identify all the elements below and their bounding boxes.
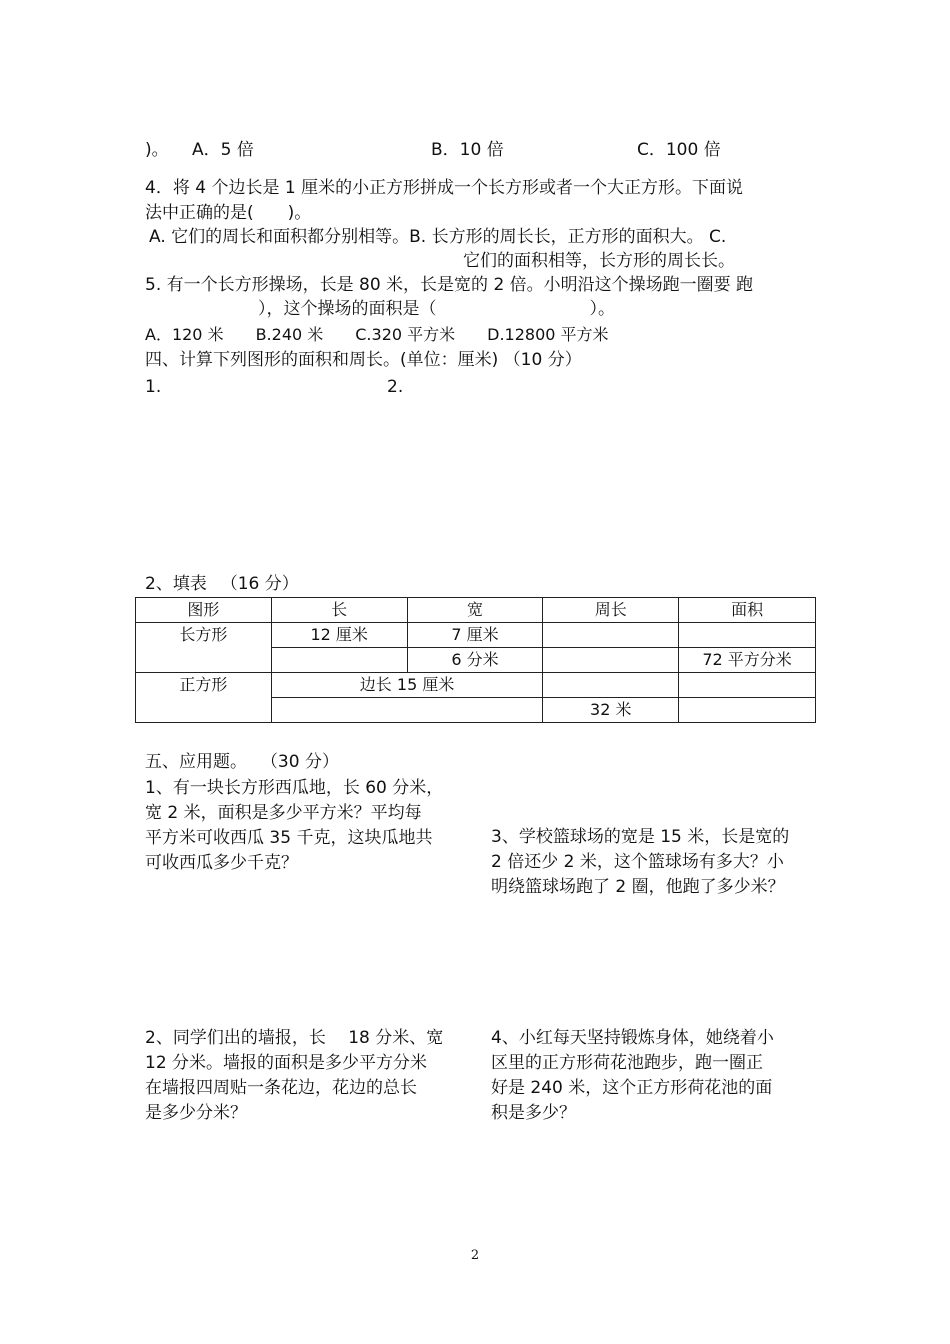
q4-options-ab: A. 它们的周长和面积都分别相等。B. 长方形的周长长，正方形的面积大。 C.: [149, 227, 727, 247]
q4-line1: 4．将 4 个边长是 1 厘米的小正方形拼成一个长方形或者一个大正方形。下面说: [145, 178, 744, 198]
table-cell: 边长 15 厘米: [271, 673, 543, 698]
table-cell: [679, 623, 816, 648]
table-header-row: [136, 598, 816, 623]
table-cell: 6 分米: [407, 648, 543, 673]
problem1-line: 可收西瓜多少千克？: [145, 853, 298, 873]
q5-overlap-char: 跑: [736, 275, 753, 295]
section4-item1: 1.: [145, 377, 162, 397]
table-cell: [271, 698, 543, 723]
q4-line2: 法中正确的是( )。: [145, 203, 312, 223]
page-number: 2: [470, 1248, 480, 1263]
section5-title: 五、应用题。 （30 分）: [145, 752, 339, 772]
table-cell: [543, 673, 679, 698]
table-cell: 7 厘米: [407, 623, 543, 648]
q3-option-b: B．10 倍: [431, 140, 504, 160]
problem2-line: 2、同学们出的墙报，长 18 分米、宽: [145, 1028, 444, 1048]
problem2-line: 12 分米。墙报的面积是多少平方分米: [145, 1053, 428, 1073]
q5-options: A．120 米 B.240 米 C.320 平方米 D.12800 平方米: [145, 325, 609, 344]
table-row: [136, 673, 816, 698]
table-cell: [679, 673, 816, 698]
table-cell: [543, 623, 679, 648]
header-perimeter: 周长: [543, 598, 679, 623]
problem1-line: 宽 2 米，面积是多少平方米？平均每: [145, 803, 422, 823]
square-label: 正方形: [136, 673, 272, 723]
section4-item2: 2.: [387, 377, 404, 397]
header-area: 面积: [679, 598, 816, 623]
q3-close-paren: )。: [145, 140, 169, 160]
fill-table: [135, 597, 816, 723]
q4-option-c: 它们的面积相等，长方形的周长长。: [463, 251, 735, 271]
problem4-line: 区里的正方形荷花池跑步，跑一圈正: [491, 1053, 763, 1073]
problem4-line: 积是多少？: [491, 1103, 576, 1123]
problem2-line: 是多少分米？: [145, 1103, 247, 1123]
problem3-line: 3、学校篮球场的宽是 15 米，长是宽的: [491, 827, 790, 847]
problem2-line: 在墙报四周贴一条花边，花边的总长: [145, 1078, 417, 1098]
rectangle-label: 长方形: [136, 623, 272, 673]
problem3-line: 明绕篮球场跑了 2 圈，他跑了多少米？: [491, 877, 785, 897]
q3-option-a: A．5 倍: [192, 140, 254, 160]
table-cell: 32 米: [543, 698, 679, 723]
q5-line2: ），这个操场的面积是（ ）。: [258, 299, 615, 319]
fill-table-title: 2、填表 （16 分）: [145, 574, 299, 594]
problem1-line: 1、有一块长方形西瓜地，长 60 分米，: [145, 778, 444, 798]
problem4-line: 4、小红每天坚持锻炼身体，她绕着小: [491, 1028, 774, 1048]
q3-option-c: C．100 倍: [637, 140, 721, 160]
header-length: 长: [271, 598, 407, 623]
q5-line1: 5. 有一个长方形操场，长是 80 米，长是宽的 2 倍。小明沿这个操场跑一圈要: [145, 275, 731, 295]
table-cell: [543, 648, 679, 673]
problem3-line: 2 倍还少 2 米，这个篮球场有多大？小: [491, 852, 784, 872]
table-cell: 72 平方分米: [679, 648, 816, 673]
header-width: 宽: [407, 598, 543, 623]
table-cell: 12 厘米: [271, 623, 407, 648]
table-cell: [271, 648, 407, 673]
section4-title: 四、计算下列图形的面积和周长。(单位：厘米) （10 分）: [145, 350, 582, 370]
header-shape: 图形: [136, 598, 272, 623]
table-row: [136, 623, 816, 648]
problem4-line: 好是 240 米，这个正方形荷花池的面: [491, 1078, 773, 1098]
table-cell: [679, 698, 816, 723]
problem1-line: 平方米可收西瓜 35 千克，这块瓜地共: [145, 828, 433, 848]
